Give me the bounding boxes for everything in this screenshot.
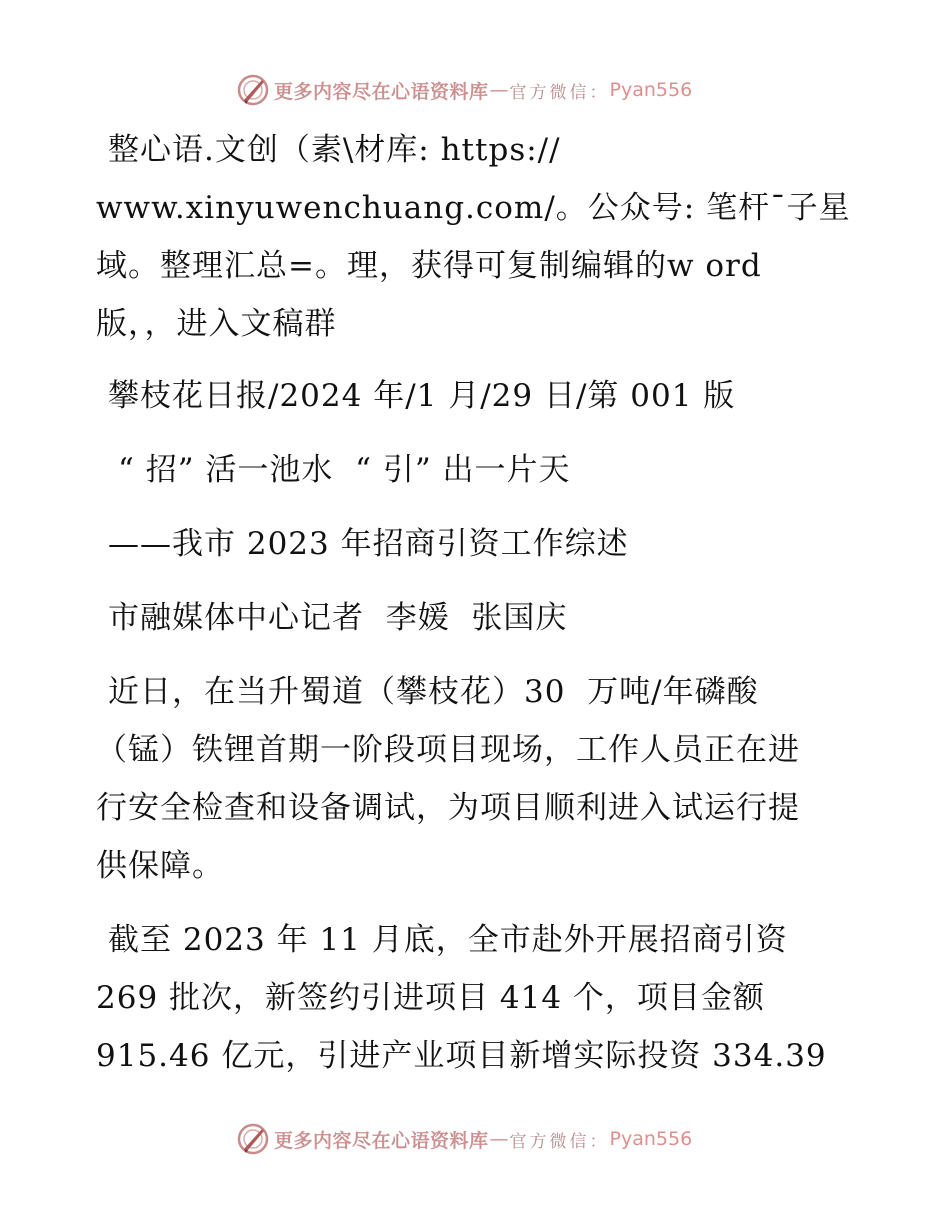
article-headline: “ 招” 活一池水 “ 引” 出一片天 [118, 452, 571, 488]
article-subtitle: ——我市 2023 年招商引资工作综述 [108, 526, 629, 562]
para1-line-1: 近日，在当升蜀道（攀枝花）30 万吨/年磷酸 [108, 674, 759, 710]
quill-logo-icon [236, 1122, 270, 1156]
para1-line-2: （锰）铁锂首期一阶段项目现场，工作人员正在进 [96, 732, 800, 768]
banner-wechat-id: Pyan556 [609, 79, 693, 101]
banner-main-text: 更多内容尽在心语资料库 [274, 80, 489, 103]
notice-line-4: 版，，进入文稿群 [96, 306, 337, 342]
para2-line-2: 269 批次，新签约引进项目 414 个，项目金额 [96, 980, 765, 1016]
banner-main-text: 更多内容尽在心语资料库 [274, 1129, 489, 1152]
para1-line-4: 供保障。 [96, 848, 224, 884]
banner-dash: — [489, 79, 509, 101]
notice-line-3: 域。整理汇总=。理，获得可复制编辑的w ord [96, 248, 762, 284]
para2-line-3: 915.46 亿元，引进产业项目新增实际投资 334.39 [96, 1038, 827, 1074]
quill-logo-icon [236, 73, 270, 107]
header-banner [236, 72, 692, 108]
article-source: 攀枝花日报/2024 年/1 月/29 日/第 001 版 [108, 378, 736, 414]
notice-line-2: www.xinyuwenchuang.com/。公众号: 笔杆¯子星 [96, 190, 851, 226]
notice-line-1: 整心语.文创（素\材库: https:// [108, 132, 561, 168]
article-byline: 市融媒体中心记者 李媛 张国庆 [108, 600, 568, 636]
para2-line-1: 截至 2023 年 11 月底，全市赴外开展招商引资 [108, 922, 788, 958]
banner-wechat-label: 官方微信： [509, 1131, 610, 1152]
banner-wechat-label: 官方微信： [509, 82, 610, 103]
banner-dash: — [489, 1128, 509, 1150]
footer-banner [236, 1121, 692, 1157]
banner-wechat-id: Pyan556 [609, 1128, 693, 1150]
para1-line-3: 行安全检查和设备调试，为项目顺利进入试运行提 [96, 790, 800, 826]
